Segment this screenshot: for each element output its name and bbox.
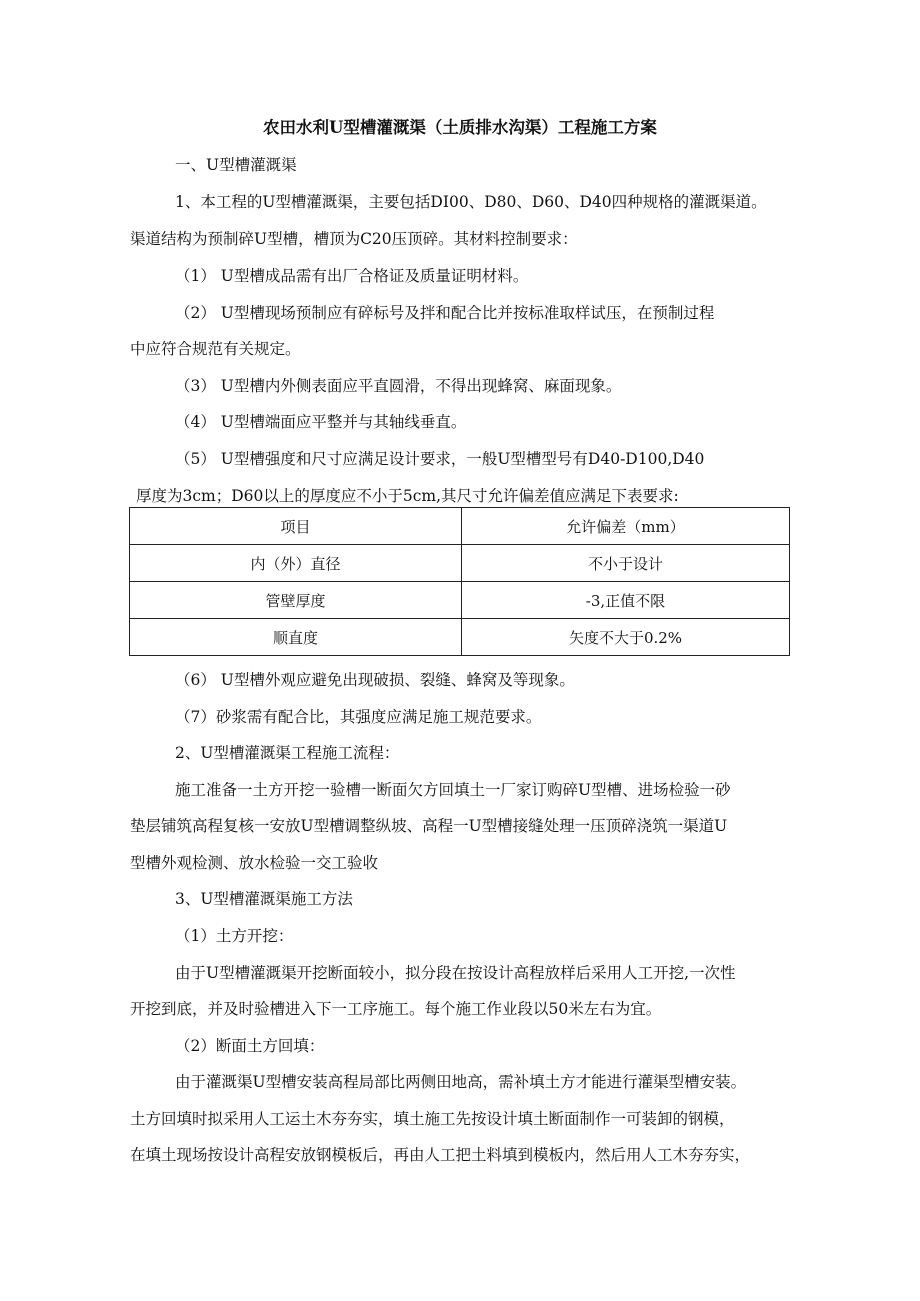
subsection-heading: （2）断面土方回填： <box>175 1037 325 1055</box>
table-cell: -3,正值不限 <box>462 582 790 619</box>
requirement-7: （7）砂浆需有配合比，其强度应满足施工规范要求。 <box>175 708 542 726</box>
section3-heading: 3、U型槽灌溉渠施工方法 <box>175 890 353 908</box>
process-line: 型槽外观检测、放水检验一交工验收 <box>130 854 379 872</box>
paragraph-line: 渠道结构为预制碎U型槽，槽顶为C20压顶碎。其材料控制要求： <box>130 230 578 248</box>
tolerance-table <box>129 507 790 656</box>
table-header-cell: 项目 <box>130 508 462 545</box>
table-cell: 矢度不大于0.2% <box>462 619 790 656</box>
requirement-1: （1） U型槽成品需有出厂合格证及质量证明材料。 <box>175 267 529 285</box>
requirement-6: （6） U型槽外观应避免出现破损、裂缝、蜂窝及等现象。 <box>175 671 575 689</box>
paragraph-line: 在填土现场按设计高程安放钢模板后，再由人工把土料填到模板内，然后用人工木夯夯实， <box>130 1146 751 1164</box>
subsection-heading: （1）土方开挖： <box>175 927 294 945</box>
table-cell: 内（外）直径 <box>130 545 462 582</box>
section1-heading: 一、U型槽灌溉渠 <box>175 156 297 174</box>
requirement-5-line: （5） U型槽强度和尺寸应满足设计要求，一般U型槽型号有D40-D100,D40 <box>175 450 705 468</box>
table-header-row <box>130 508 790 545</box>
process-line: 施工准备一土方开挖一验槽一断面欠方回填土一厂家订购碎U型槽、进场检验一砂 <box>175 781 731 799</box>
table-cell: 不小于设计 <box>462 545 790 582</box>
page-title: 农田水利U型槽灌溉渠（土质排水沟渠）工程施工方案 <box>263 118 657 137</box>
paragraph-line: 由于灌溉渠U型槽安装高程局部比两侧田地高，需补填土方才能进行灌渠型槽安装。 <box>175 1073 747 1091</box>
table-row <box>130 582 790 619</box>
process-line: 垫层铺筑高程复核一安放U型槽调整纵坡、高程一U型槽接缝处理一压顶碎浇筑一渠道U <box>130 817 728 835</box>
table-cell: 顺直度 <box>130 619 462 656</box>
requirement-4: （4） U型槽端面应平整并与其轴线垂直。 <box>175 413 467 431</box>
table-header-cell: 允许偏差（mm） <box>462 508 790 545</box>
paragraph-line: 1、本工程的U型槽灌溉渠，主要包括DI00、D80、D60、D40四种规格的灌溉渠道。 <box>175 193 767 211</box>
section2-heading: 2、U型槽灌溉渠工程施工流程： <box>175 744 400 762</box>
paragraph-line: 开挖到底，并及时验槽进入下一工序施工。每个施工作业段以50米左右为宜。 <box>130 1000 662 1018</box>
requirement-2-line: 中应符合规范有关规定。 <box>130 340 301 358</box>
table-cell: 管壁厚度 <box>130 582 462 619</box>
paragraph-line: 土方回填时拟采用人工运土木夯夯实，填土施工先按设计填土断面制作一可装卸的钢模， <box>130 1110 735 1128</box>
requirement-5-line: 厚度为3cm；D60以上的厚度应不小于5cm,其尺寸允许偏差值应满足下表要求: <box>136 487 679 505</box>
table-row <box>130 545 790 582</box>
requirement-3: （3） U型槽内外侧表面应平直圆滑，不得出现蜂窝、麻面现象。 <box>175 377 622 395</box>
requirement-2-line: （2） U型槽现场预制应有碎标号及拌和配合比并按标准取样试压，在预制过程 <box>175 304 715 322</box>
table-row <box>130 619 790 656</box>
paragraph-line: 由于U型槽灌溉渠开挖断面较小，拟分段在按设计高程放样后采用人工开挖,一次性 <box>175 964 736 982</box>
